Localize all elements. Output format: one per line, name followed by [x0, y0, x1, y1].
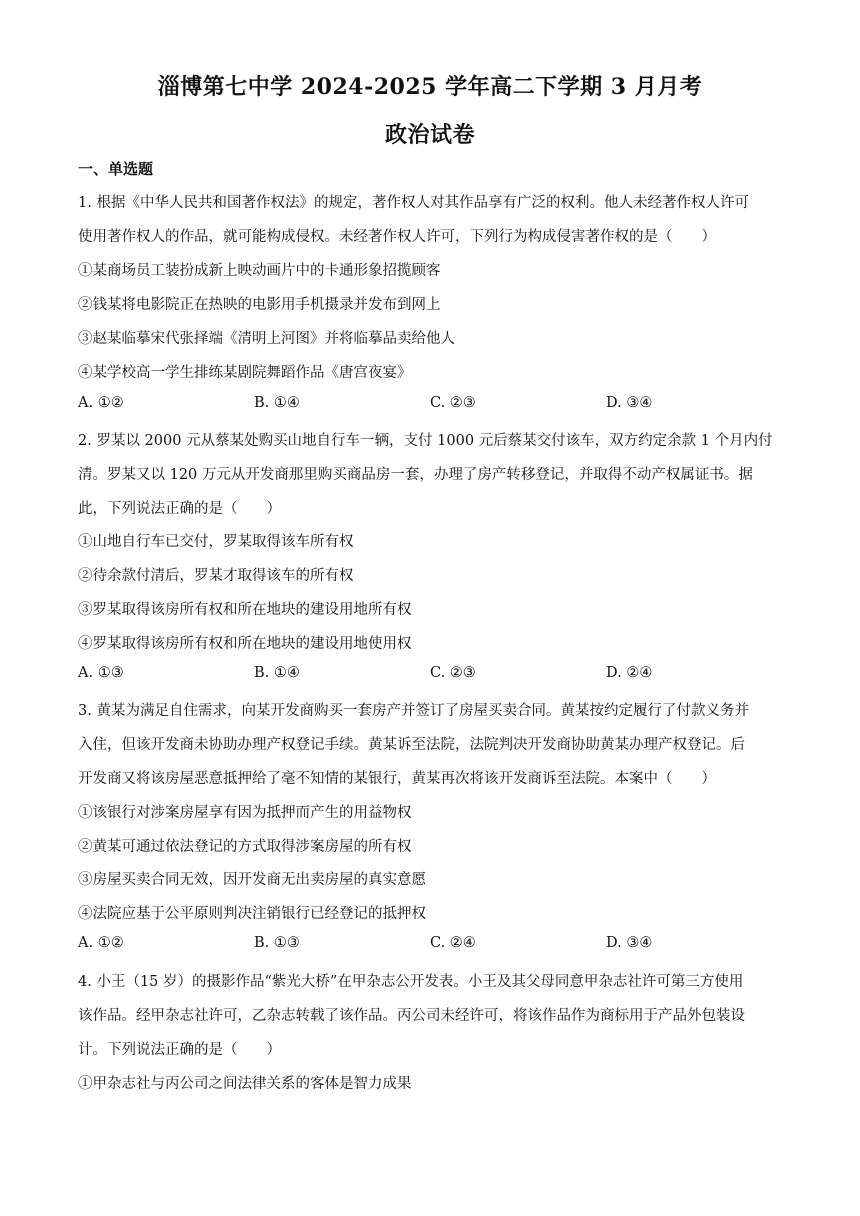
q3-stem-line-2: 入住，但该开发商未协助办理产权登记手续。黄某诉至法院，法院判决开发商协助黄某办理产权登记。后 [78, 737, 745, 753]
q2-statement-3: ③罗某取得该房所有权和所在地块的建设用地所有权 [78, 602, 412, 618]
q3-option-b[interactable]: B. ①③ [254, 935, 300, 951]
q3-option-c[interactable]: C. ②④ [430, 935, 476, 951]
exam-title: 淄博第七中学 2024-2025 学年高二下学期 3 月月考 [157, 74, 703, 100]
q1-stem-line-2: 使用著作权人的作品，就可能构成侵权。未经著作权人许可，下列行为构成侵害著作权的是（ ） [78, 229, 716, 245]
q3-statement-1: ①该银行对涉案房屋享有因为抵押而产生的用益物权 [78, 805, 412, 821]
q2-stem-line-2: 清。罗某又以 120 万元从开发商那里购买商品房一套，办理了房产转移登记，并取得不动产权属证书。据 [78, 467, 753, 483]
q3-option-d[interactable]: D. ③④ [606, 935, 653, 951]
q2-stem-line-3: 此，下列说法正确的是（ ） [78, 501, 281, 517]
q2-statement-2: ②待余款付清后，罗某才取得该车的所有权 [78, 568, 354, 584]
q3-stem-line-1: 3. 黄某为满足自住需求，向某开发商购买一套房产并签订了房屋买卖合同。黄某按约定履行了付款义务并 [78, 703, 749, 719]
q2-statement-1: ①山地自行车已交付，罗某取得该车所有权 [78, 534, 354, 550]
q1-statement-4: ④某学校高一学生排练某剧院舞蹈作品《唐宫夜宴》 [78, 365, 412, 381]
q1-statement-2: ②钱某将电影院正在热映的电影用手机摄录并发布到网上 [78, 297, 441, 313]
exam-subtitle: 政治试卷 [384, 122, 475, 148]
q1-statement-3: ③赵某临摹宋代张择端《清明上河图》并将临摹品卖给他人 [78, 331, 455, 347]
q2-option-d[interactable]: D. ②④ [606, 665, 653, 681]
q2-stem-line-1: 2. 罗某以 2000 元从蔡某处购买山地自行车一辆，支付 1000 元后蔡某交付该车，双方约定余款 1 个月内付 [78, 433, 773, 449]
q4-stem-line-3: 计。下列说法正确的是（ ） [78, 1042, 281, 1058]
q1-statement-1: ①某商场员工装扮成新上映动画片中的卡通形象招揽顾客 [78, 263, 441, 279]
q3-statement-4: ④法院应基于公平原则判决注销银行已经登记的抵押权 [78, 906, 426, 922]
q2-option-a[interactable]: A. ①③ [78, 665, 124, 681]
q3-stem-line-3: 开发商又将该房屋恶意抵押给了毫不知情的某银行，黄某再次将该开发商诉至法院。本案中（ ） [78, 771, 716, 787]
q2-statement-4: ④罗某取得该房所有权和所在地块的建设用地使用权 [78, 636, 412, 652]
q4-statement-1: ①甲杂志社与丙公司之间法律关系的客体是智力成果 [78, 1076, 412, 1092]
q2-option-c[interactable]: C. ②③ [430, 665, 476, 681]
q1-option-c[interactable]: C. ②③ [430, 395, 476, 411]
q1-stem-line-1: 1. 根据《中华人民共和国著作权法》的规定，著作权人对其作品享有广泛的权利。他人未经著作权人许可 [78, 195, 749, 211]
q3-statement-2: ②黄某可通过依法登记的方式取得涉案房屋的所有权 [78, 839, 412, 855]
q3-statement-3: ③房屋买卖合同无效，因开发商无出卖房屋的真实意愿 [78, 872, 426, 888]
q4-stem-line-2: 该作品。经甲杂志社许可，乙杂志转载了该作品。丙公司未经许可，将该作品作为商标用于产品外包装设 [78, 1008, 745, 1024]
q1-option-b[interactable]: B. ①④ [254, 395, 300, 411]
section-heading: 一、单选题 [78, 160, 154, 178]
q1-option-a[interactable]: A. ①② [78, 395, 124, 411]
q4-stem-line-1: 4. 小王（15 岁）的摄影作品“紫光大桥”在甲杂志公开发表。小王及其父母同意甲杂志社许可第三方使用 [78, 974, 744, 990]
q1-option-d[interactable]: D. ③④ [606, 395, 653, 411]
q2-option-b[interactable]: B. ①④ [254, 665, 300, 681]
q3-option-a[interactable]: A. ①② [78, 935, 124, 951]
